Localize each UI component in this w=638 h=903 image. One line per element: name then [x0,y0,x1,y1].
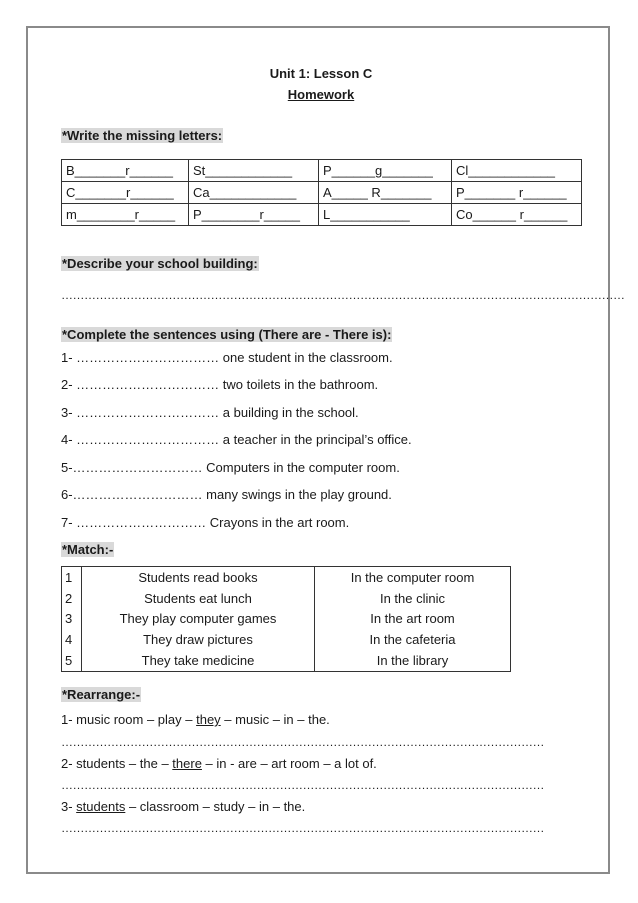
rearrange-text: 3- [61,799,77,814]
match-heading: *Match:- [62,542,114,557]
sentence-7[interactable]: 7- ………………………… Crayons in the art room. [61,515,350,530]
match-number: 1 [62,567,82,588]
match-right-item[interactable]: In the library [376,653,449,669]
match-number: 3 [62,609,82,630]
rearrange-underlined-word: there [172,756,202,771]
complete-heading: *Complete the sentences using (There are - There is): [62,327,392,342]
rearrange-text: 1- music room – play – [61,712,197,727]
table-row [62,204,582,226]
match-number: 4 [62,629,82,650]
missing-letters-table [61,159,582,226]
table-cell[interactable]: B_______r______ [62,160,189,182]
table-cell[interactable]: L___________ [319,204,452,226]
rearrange-answer-line-1[interactable]: ……………………………………………………………………………………………………………… [61,735,544,749]
sentence-6[interactable]: 6-………………………… many swings in the play ground. [61,487,392,502]
match-left-item[interactable]: Students eat lunch [82,588,315,609]
table-row [62,609,511,630]
table-row [62,629,511,650]
page-title: Unit 1: Lesson C [269,66,373,81]
match-left-item[interactable]: They draw pictures [82,629,315,650]
match-left-item[interactable]: They take medicine [82,650,315,671]
table-cell[interactable]: A_____ R_______ [319,182,452,204]
match-left-item[interactable]: They play computer games [82,609,315,630]
rearrange-text: – music – in – the. [220,712,330,727]
match-number: 5 [62,650,82,671]
rearrange-text: – classroom – study – in – the. [125,799,306,814]
rearrange-text: – in - are – art room – a lot of. [201,756,377,771]
sentence-2[interactable]: 2- …………………………… two toilets in the bathroom. [61,377,379,392]
match-right-item[interactable]: In the art room [370,611,455,627]
table-row [62,160,582,182]
rearrange-underlined-word: students [76,799,126,814]
table-cell[interactable]: Ca____________ [189,182,319,204]
match-right-item[interactable]: In the clinic [379,590,446,606]
rearrange-item-2 [61,756,377,771]
table-cell[interactable]: St____________ [189,160,319,182]
table-cell[interactable]: m________r_____ [62,204,189,226]
sentence-5[interactable]: 5-………………………… Computers in the computer room. [61,460,400,475]
rearrange-answer-line-2[interactable]: ……………………………………………………………………………………………………………… [61,778,544,792]
match-right-item[interactable]: In the cafeteria [369,632,456,648]
rearrange-text: 2- students – the – [61,756,173,771]
table-cell[interactable]: Cl____________ [452,160,582,182]
sentence-3[interactable]: 3- …………………………… a building in the school. [61,405,359,420]
table-row [62,182,582,204]
match-right-item[interactable]: In the computer room [350,569,475,585]
table-row [62,650,511,671]
match-number: 2 [62,588,82,609]
table-cell[interactable]: P_______ r______ [452,182,582,204]
match-left-item[interactable]: Students read books [82,567,315,588]
rearrange-item-3 [61,799,305,814]
page-subtitle: Homework [287,87,355,102]
match-table [61,566,511,672]
missing-letters-heading: *Write the missing letters: [62,128,223,143]
rearrange-heading: *Rearrange:- [62,687,141,702]
table-cell[interactable]: P______g_______ [319,160,452,182]
table-cell[interactable]: C_______r______ [62,182,189,204]
sentence-4[interactable]: 4- …………………………… a teacher in the principal’s office. [61,432,412,447]
sentence-1[interactable]: 1- …………………………… one student in the classroom. [61,350,393,365]
describe-answer-line[interactable]: ………………………………………………………………………………………………………………………………… [61,288,625,302]
table-cell[interactable]: Co______ r______ [452,204,582,226]
rearrange-underlined-word: they [196,712,221,727]
table-cell[interactable]: P________r_____ [189,204,319,226]
describe-heading: *Describe your school building: [62,256,258,271]
rearrange-item-1 [61,712,330,727]
rearrange-answer-line-3[interactable]: ……………………………………………………………………………………………………………… [61,821,544,835]
table-row [62,588,511,609]
table-row [62,567,511,588]
